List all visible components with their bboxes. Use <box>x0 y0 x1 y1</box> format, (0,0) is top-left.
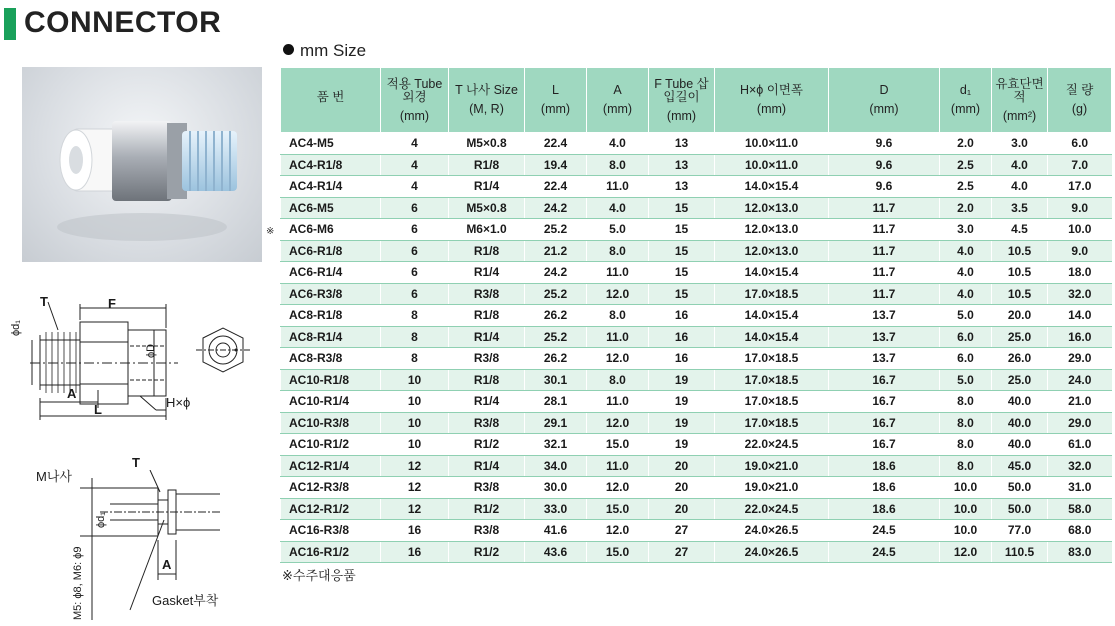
model-cell: AC6-M5 <box>281 197 381 219</box>
table-cell: 11.7 <box>829 262 940 284</box>
table-cell: 12.0 <box>940 541 992 563</box>
table-cell: 16 <box>649 326 715 348</box>
table-cell: 2.5 <box>940 154 992 176</box>
model-cell: AC16-R1/2 <box>281 541 381 563</box>
table-cell: R1/8 <box>449 369 525 391</box>
table-cell: 8.0 <box>587 154 649 176</box>
table-cell: 24.2 <box>525 262 587 284</box>
table-row <box>281 283 1112 305</box>
table-cell: 8.0 <box>587 305 649 327</box>
table-cell: 6.0 <box>940 326 992 348</box>
model-cell: AC12-R1/4 <box>281 455 381 477</box>
column-header-label: F Tube 삽입길이 <box>654 76 709 104</box>
table-cell: 9.0 <box>1048 240 1112 262</box>
model-cell: AC8-R1/8 <box>281 305 381 327</box>
table-row <box>281 434 1112 456</box>
table-cell: 10.0 <box>940 498 992 520</box>
side-view-diagram <box>18 290 263 430</box>
column-header-label: T 나사 Size <box>455 83 518 97</box>
table-cell: 27 <box>649 520 715 542</box>
column-header-unit: (g) <box>1071 102 1088 116</box>
column-header-label: 적용 Tube 외경 <box>386 76 443 104</box>
table-cell: 32.0 <box>1048 283 1112 305</box>
table-row <box>281 348 1112 370</box>
table-cell: R1/4 <box>449 455 525 477</box>
table-cell: 4 <box>381 176 449 198</box>
table-cell: 11.0 <box>587 326 649 348</box>
table-cell: R1/2 <box>449 541 525 563</box>
model-cell: AC4-R1/8 <box>281 154 381 176</box>
table-row <box>281 477 1112 499</box>
table-cell: 18.0 <box>1048 262 1112 284</box>
table-cell: 58.0 <box>1048 498 1112 520</box>
table-cell: 15.0 <box>587 498 649 520</box>
table-cell: 22.0×24.5 <box>715 498 829 520</box>
table-cell: 43.6 <box>525 541 587 563</box>
table-cell: 20.0 <box>992 305 1048 327</box>
label-t2: T <box>132 455 140 470</box>
table-row <box>281 369 1112 391</box>
label-d1-2: ϕd₁ <box>95 512 107 528</box>
column-header-label: L <box>552 83 559 97</box>
table-cell: 17.0×18.5 <box>715 283 829 305</box>
table-cell: 6.0 <box>1048 133 1112 155</box>
table-cell: 7.0 <box>1048 154 1112 176</box>
table-cell: 34.0 <box>525 455 587 477</box>
model-cell: AC10-R1/2 <box>281 434 381 456</box>
table-cell: 5.0 <box>940 305 992 327</box>
table-cell: 4.0 <box>992 176 1048 198</box>
table-cell: 50.0 <box>992 477 1048 499</box>
model-cell: AC6-R1/4 <box>281 262 381 284</box>
table-cell: 16.7 <box>829 369 940 391</box>
table-cell: 29.0 <box>1048 348 1112 370</box>
table-cell: 26.0 <box>992 348 1048 370</box>
table-row <box>281 133 1112 155</box>
label-m-dims: M5: ϕ8, M6: ϕ9 <box>72 546 84 620</box>
table-cell: 25.2 <box>525 219 587 241</box>
table-cell: R1/2 <box>449 434 525 456</box>
table-cell: 3.5 <box>992 197 1048 219</box>
model-cell: AC4-R1/4 <box>281 176 381 198</box>
model-cell: AC4-M5 <box>281 133 381 155</box>
table-cell: 20 <box>649 498 715 520</box>
table-cell: 24.0×26.5 <box>715 520 829 542</box>
table-cell: 50.0 <box>992 498 1048 520</box>
column-header <box>381 68 449 133</box>
table-row <box>281 498 1112 520</box>
table-cell: 4.0 <box>587 197 649 219</box>
table-cell: 8 <box>381 326 449 348</box>
section-subtitle <box>283 41 366 61</box>
table-cell: 11.0 <box>587 391 649 413</box>
table-cell: 40.0 <box>992 434 1048 456</box>
table-cell: 3.0 <box>940 219 992 241</box>
table-cell: 19.4 <box>525 154 587 176</box>
table-cell: M5×0.8 <box>449 197 525 219</box>
column-header-unit: (M, R) <box>469 102 504 116</box>
column-header-label: 유효단면적 <box>995 76 1044 104</box>
model-cell: AC6-R1/8 <box>281 240 381 262</box>
table-row <box>281 541 1112 563</box>
table-cell: 32.1 <box>525 434 587 456</box>
table-cell: 12.0 <box>587 477 649 499</box>
title-accent-bar <box>4 8 16 40</box>
label-a: A <box>67 386 77 401</box>
table-cell: 10 <box>381 391 449 413</box>
table-cell: 2.0 <box>940 133 992 155</box>
table-cell: 11.0 <box>587 455 649 477</box>
table-cell: 12 <box>381 498 449 520</box>
table-cell: 11.7 <box>829 219 940 241</box>
label-h: H×ϕ <box>166 395 191 410</box>
column-header-label: D <box>879 83 889 97</box>
table-cell: 21.0 <box>1048 391 1112 413</box>
table-cell: R3/8 <box>449 412 525 434</box>
column-header-unit: (mm²) <box>1002 108 1037 123</box>
table-cell: 10.0 <box>1048 219 1112 241</box>
model-cell: AC8-R3/8 <box>281 348 381 370</box>
table-cell: 15 <box>649 240 715 262</box>
table-cell: 13.7 <box>829 326 940 348</box>
table-cell: R1/4 <box>449 262 525 284</box>
table-cell: 25.0 <box>992 326 1048 348</box>
table-cell: 9.6 <box>829 176 940 198</box>
table-cell: 14.0×15.4 <box>715 305 829 327</box>
column-header <box>587 68 649 133</box>
column-header-unit: (mm) <box>756 102 787 116</box>
table-cell: 13 <box>649 154 715 176</box>
label-a2: A <box>162 557 172 572</box>
table-cell: 8 <box>381 305 449 327</box>
table-cell: 29.1 <box>525 412 587 434</box>
table-cell: 19 <box>649 434 715 456</box>
table-cell: 32.0 <box>1048 455 1112 477</box>
table-cell: 4.5 <box>992 219 1048 241</box>
table-cell: 77.0 <box>992 520 1048 542</box>
model-cell: AC10-R3/8 <box>281 412 381 434</box>
table-cell: R3/8 <box>449 283 525 305</box>
table-cell: 10.5 <box>992 262 1048 284</box>
table-cell: 19 <box>649 412 715 434</box>
column-header-label: 품 번 <box>316 89 345 104</box>
table-cell: R3/8 <box>449 477 525 499</box>
table-row <box>281 455 1112 477</box>
table-cell: 8.0 <box>940 391 992 413</box>
table-cell: 2.0 <box>940 197 992 219</box>
table-cell: 16 <box>649 305 715 327</box>
table-cell: 11.0 <box>587 262 649 284</box>
table-row <box>281 154 1112 176</box>
table-cell: R1/8 <box>449 154 525 176</box>
table-cell: 19.0×21.0 <box>715 455 829 477</box>
table-cell: 4 <box>381 154 449 176</box>
table-cell: 27 <box>649 541 715 563</box>
table-row <box>281 240 1112 262</box>
table-cell: 10.5 <box>992 240 1048 262</box>
table-cell: 6 <box>381 283 449 305</box>
model-cell: AC10-R1/8 <box>281 369 381 391</box>
table-cell: 30.0 <box>525 477 587 499</box>
model-cell: AC6-R3/8 <box>281 283 381 305</box>
label-f: F <box>108 296 116 311</box>
column-header <box>649 68 715 133</box>
table-cell: 25.2 <box>525 283 587 305</box>
table-cell: 14.0×15.4 <box>715 262 829 284</box>
column-header-unit: (mm) <box>666 108 697 123</box>
column-header <box>1048 68 1112 133</box>
column-header-label: 질 량 <box>1065 83 1094 97</box>
subtitle-text: mm Size <box>300 41 367 60</box>
column-header-label: A <box>613 83 622 97</box>
table-header-row <box>281 68 1112 133</box>
table-cell: 16.7 <box>829 391 940 413</box>
table-cell: 17.0×18.5 <box>715 348 829 370</box>
table-cell: 41.6 <box>525 520 587 542</box>
table-cell: 18.6 <box>829 455 940 477</box>
table-cell: 17.0 <box>1048 176 1112 198</box>
table-cell: 4.0 <box>940 240 992 262</box>
label-m-thread: M나사 <box>36 469 72 484</box>
table-cell: 8.0 <box>940 434 992 456</box>
table-cell: 12.0 <box>587 520 649 542</box>
spec-table <box>280 67 1112 563</box>
table-cell: 11.0 <box>587 176 649 198</box>
table-cell: M5×0.8 <box>449 133 525 155</box>
table-cell: 33.0 <box>525 498 587 520</box>
table-cell: R3/8 <box>449 348 525 370</box>
table-cell: 15 <box>649 283 715 305</box>
table-cell: 17.0×18.5 <box>715 412 829 434</box>
table-cell: 13.7 <box>829 348 940 370</box>
table-cell: 18.6 <box>829 498 940 520</box>
column-header <box>281 68 381 133</box>
table-cell: 12.0 <box>587 283 649 305</box>
product-photo <box>22 67 262 262</box>
footnote: ※수주대응품 <box>282 568 356 583</box>
model-cell: AC12-R1/2 <box>281 498 381 520</box>
table-cell: 12 <box>381 455 449 477</box>
table-cell: 24.5 <box>829 541 940 563</box>
table-cell: 6 <box>381 240 449 262</box>
table-cell: 4.0 <box>992 154 1048 176</box>
page-title: CONNECTOR <box>24 6 222 39</box>
model-cell: AC6-M6 <box>281 219 381 241</box>
table-cell: 61.0 <box>1048 434 1112 456</box>
table-cell: 13 <box>649 133 715 155</box>
table-cell: 6.0 <box>940 348 992 370</box>
column-header <box>992 68 1048 133</box>
table-cell: 8.0 <box>940 455 992 477</box>
table-cell: R3/8 <box>449 520 525 542</box>
table-cell: 9.0 <box>1048 197 1112 219</box>
table-cell: R1/4 <box>449 391 525 413</box>
table-cell: 13.7 <box>829 305 940 327</box>
table-cell: 8.0 <box>587 369 649 391</box>
table-body <box>281 133 1112 563</box>
column-header-label: H×ϕ 이면폭 <box>739 83 804 97</box>
table-cell: 9.6 <box>829 133 940 155</box>
table-cell: 8 <box>381 348 449 370</box>
table-cell: 4 <box>381 133 449 155</box>
table-cell: 17.0×18.5 <box>715 391 829 413</box>
column-header-unit: (mm) <box>869 102 899 116</box>
connector-photo-icon <box>22 67 262 262</box>
label-gasket: Gasket부착 <box>152 593 219 608</box>
table-cell: 16.7 <box>829 412 940 434</box>
table-cell: 14.0 <box>1048 305 1112 327</box>
model-cell: AC10-R1/4 <box>281 391 381 413</box>
table-row <box>281 262 1112 284</box>
label-d: ϕD <box>145 343 157 358</box>
table-cell: 22.0×24.5 <box>715 434 829 456</box>
table-cell: 16 <box>381 541 449 563</box>
table-cell: 12 <box>381 477 449 499</box>
label-l: L <box>94 402 102 417</box>
table-cell: 21.2 <box>525 240 587 262</box>
table-cell: 14.0×15.4 <box>715 326 829 348</box>
table-row <box>281 305 1112 327</box>
table-cell: 12.0 <box>587 412 649 434</box>
table-cell: 16.7 <box>829 434 940 456</box>
table-cell: 8.0 <box>940 412 992 434</box>
table-cell: 13 <box>649 176 715 198</box>
table-cell: R1/8 <box>449 305 525 327</box>
table-row <box>281 412 1112 434</box>
table-cell: 12.0 <box>587 348 649 370</box>
table-cell: 14.0×15.4 <box>715 176 829 198</box>
table-cell: 12.0×13.0 <box>715 240 829 262</box>
column-header <box>715 68 829 133</box>
table-cell: 5.0 <box>587 219 649 241</box>
label-d1: ϕd₁ <box>10 320 22 336</box>
table-cell: 16 <box>649 348 715 370</box>
table-cell: 11.7 <box>829 197 940 219</box>
table-cell: 26.2 <box>525 348 587 370</box>
column-header <box>940 68 992 133</box>
table-cell: 11.7 <box>829 240 940 262</box>
table-cell: 10.0×11.0 <box>715 133 829 155</box>
table-cell: 20 <box>649 477 715 499</box>
table-cell: 68.0 <box>1048 520 1112 542</box>
table-cell: 19 <box>649 391 715 413</box>
table-cell: 6 <box>381 262 449 284</box>
table-cell: 24.0 <box>1048 369 1112 391</box>
table-cell: 25.2 <box>525 326 587 348</box>
column-header <box>829 68 940 133</box>
table-cell: 110.5 <box>992 541 1048 563</box>
table-cell: 45.0 <box>992 455 1048 477</box>
table-cell: 20 <box>649 455 715 477</box>
column-header-unit: (mm) <box>950 102 981 116</box>
table-cell: 29.0 <box>1048 412 1112 434</box>
table-cell: 9.6 <box>829 154 940 176</box>
table-cell: 18.6 <box>829 477 940 499</box>
table-cell: 40.0 <box>992 391 1048 413</box>
model-cell: AC12-R3/8 <box>281 477 381 499</box>
table-cell: 19.0×21.0 <box>715 477 829 499</box>
table-cell: 15 <box>649 262 715 284</box>
table-cell: R1/2 <box>449 498 525 520</box>
table-cell: 28.1 <box>525 391 587 413</box>
table-cell: 26.2 <box>525 305 587 327</box>
table-cell: 4.0 <box>587 133 649 155</box>
table-cell: 12.0×13.0 <box>715 219 829 241</box>
bullet-icon <box>283 44 294 55</box>
table-cell: 8.0 <box>587 240 649 262</box>
table-cell: 6 <box>381 219 449 241</box>
table-cell: R1/4 <box>449 326 525 348</box>
table-cell: 24.2 <box>525 197 587 219</box>
model-cell: AC16-R3/8 <box>281 520 381 542</box>
table-cell: 10.5 <box>992 283 1048 305</box>
table-cell: 24.5 <box>829 520 940 542</box>
table-cell: 10.0 <box>940 520 992 542</box>
table-cell: 10 <box>381 434 449 456</box>
table-cell: 15 <box>649 197 715 219</box>
table-cell: 22.4 <box>525 176 587 198</box>
column-header-unit: (mm) <box>399 108 430 123</box>
star-mark: ※ <box>266 226 275 237</box>
column-header <box>525 68 587 133</box>
table-cell: 10 <box>381 369 449 391</box>
table-cell: 10.0×11.0 <box>715 154 829 176</box>
table-cell: 11.7 <box>829 283 940 305</box>
table-cell: 4.0 <box>940 262 992 284</box>
table-cell: 25.0 <box>992 369 1048 391</box>
column-header-unit: (mm) <box>602 102 633 116</box>
column-header-label: d₁ <box>959 83 972 97</box>
table-cell: 4.0 <box>940 283 992 305</box>
table-cell: 16.0 <box>1048 326 1112 348</box>
table-cell: 10.0 <box>940 477 992 499</box>
table-cell: 15 <box>649 219 715 241</box>
table-cell: 24.0×26.5 <box>715 541 829 563</box>
table-cell: M6×1.0 <box>449 219 525 241</box>
table-row <box>281 197 1112 219</box>
table-cell: 83.0 <box>1048 541 1112 563</box>
table-cell: 15.0 <box>587 541 649 563</box>
table-cell: 10 <box>381 412 449 434</box>
table-cell: 31.0 <box>1048 477 1112 499</box>
column-header <box>449 68 525 133</box>
table-cell: 16 <box>381 520 449 542</box>
table-cell: R1/4 <box>449 176 525 198</box>
table-cell: 22.4 <box>525 133 587 155</box>
table-cell: 40.0 <box>992 412 1048 434</box>
table-cell: 3.0 <box>992 133 1048 155</box>
table-cell: 15.0 <box>587 434 649 456</box>
table-row <box>281 326 1112 348</box>
table-cell: 30.1 <box>525 369 587 391</box>
column-header-unit: (mm) <box>540 102 571 116</box>
table-cell: 12.0×13.0 <box>715 197 829 219</box>
table-row <box>281 176 1112 198</box>
table-cell: 5.0 <box>940 369 992 391</box>
table-row <box>281 520 1112 542</box>
label-t: T <box>40 294 48 309</box>
table-cell: 2.5 <box>940 176 992 198</box>
table-cell: 17.0×18.5 <box>715 369 829 391</box>
table-row <box>281 219 1112 241</box>
table-cell: 6 <box>381 197 449 219</box>
model-cell: AC8-R1/4 <box>281 326 381 348</box>
table-cell: R1/8 <box>449 240 525 262</box>
table-row <box>281 391 1112 413</box>
table-cell: 19 <box>649 369 715 391</box>
